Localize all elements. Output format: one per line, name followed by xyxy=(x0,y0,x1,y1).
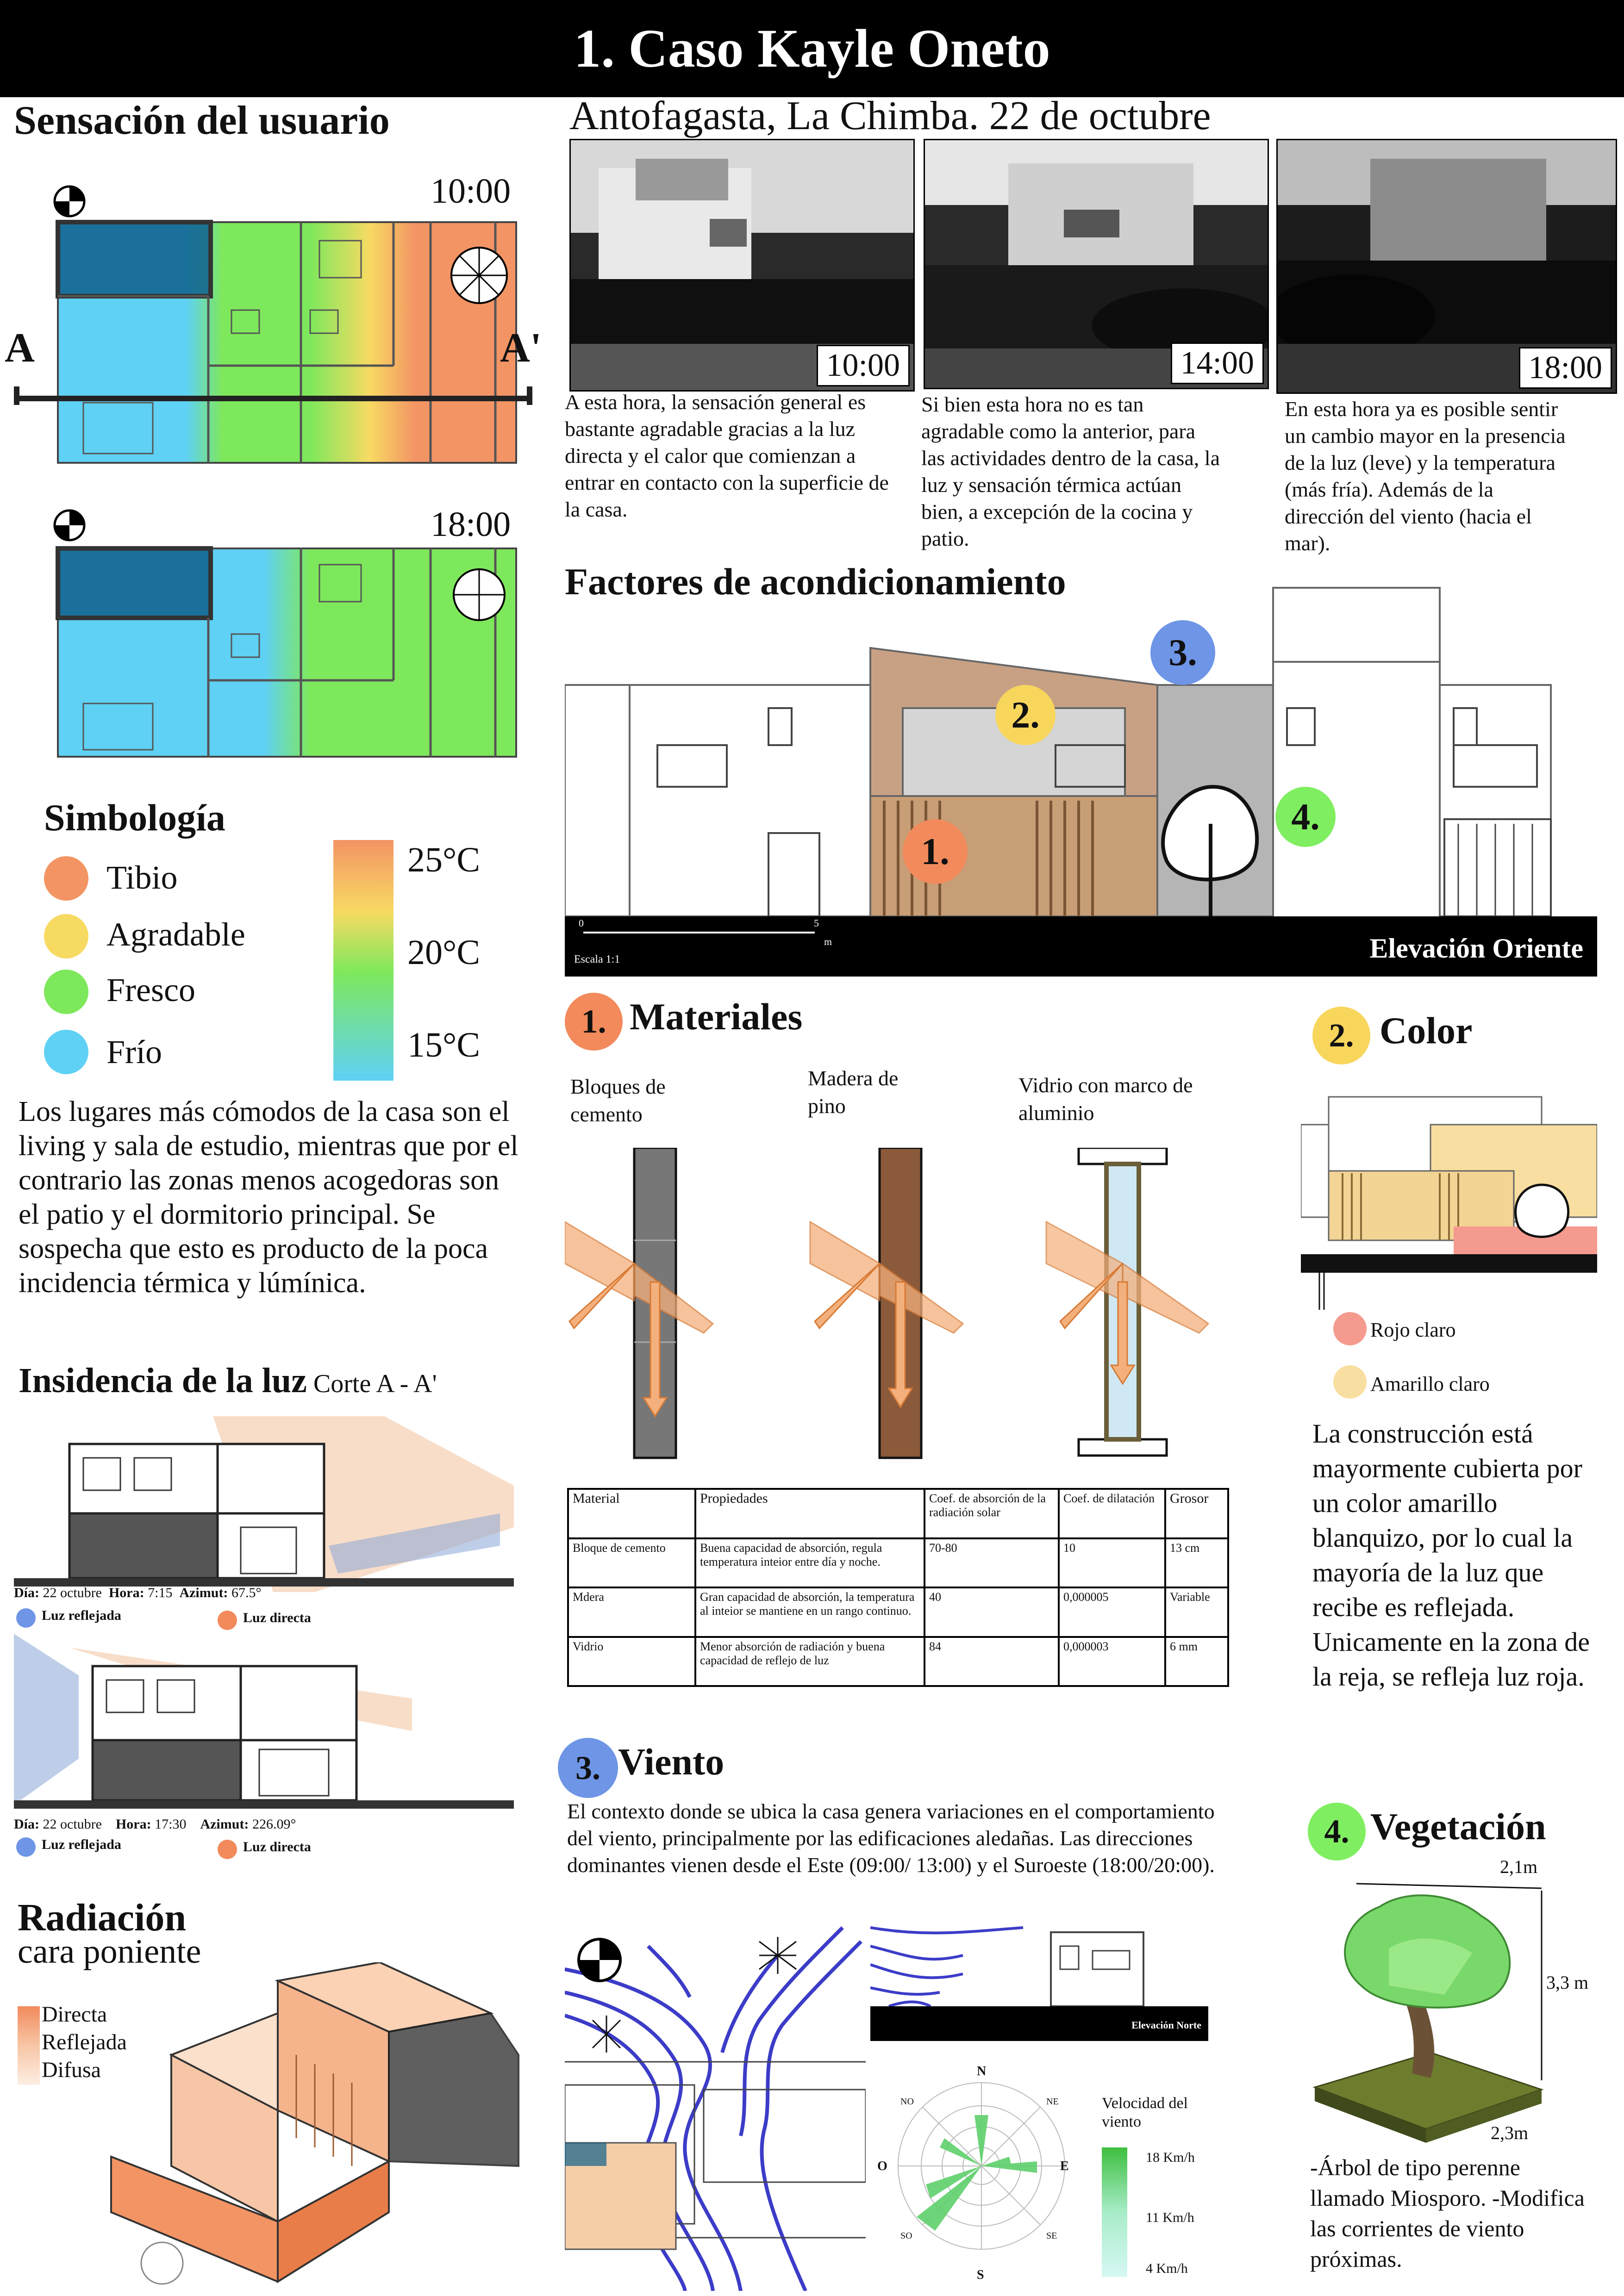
cut1-hour-label: Hora: xyxy=(108,1585,144,1600)
radiation-legend-reflected: Reflejada xyxy=(42,2030,127,2054)
direct-light-dot-2 xyxy=(218,1840,237,1859)
color-paragraph: La construcción está mayormente cubierta por un color amarillo blanquizo, por lo cual la mayoría de la luz que recibe es reflejada. Unicamente en la zona de la reja, se refleja luz roja. xyxy=(1312,1419,1590,1692)
reflected-light-dot-2 xyxy=(16,1837,36,1857)
tree-dim-width: 2,1m xyxy=(1500,1856,1538,1877)
wind-rose xyxy=(875,2064,1069,2296)
table-header-absorption: Coef. de absorción de la radiación solar xyxy=(924,1489,1059,1538)
factor-marker-3: 3. xyxy=(1150,620,1215,685)
light-cut-2-drawing xyxy=(14,1629,514,1814)
wind-elevation-norte xyxy=(870,1914,1208,2041)
factor-marker-1: 1. xyxy=(903,819,968,884)
vegetation-heading: Vegetación xyxy=(1370,1805,1546,1848)
radiation-isometric xyxy=(102,1962,528,2286)
legend-label-fresco: Fresco xyxy=(106,971,195,1008)
wind-speed-18: 18 Km/h xyxy=(1146,2150,1195,2165)
scale-label: Escala 1:1 xyxy=(574,953,620,965)
section-label-a: A xyxy=(5,325,35,371)
light-heading: Insidencia de la luz xyxy=(19,1361,307,1400)
radiation-heading: Radiación xyxy=(18,1896,187,1939)
color-number: 2. xyxy=(1312,1007,1370,1064)
photo-14 xyxy=(924,139,1269,389)
table-cell: 6 mm xyxy=(1165,1637,1228,1686)
reflected-light-label-2: Luz reflejada xyxy=(42,1837,121,1852)
photo-time-14: 14:00 xyxy=(1171,342,1264,384)
reflected-light-dot-1 xyxy=(16,1608,36,1628)
legend-dot-tibio xyxy=(44,856,88,901)
color-elevation xyxy=(1301,1088,1597,1310)
table-cell: 40 xyxy=(924,1587,1059,1637)
scale-tick-0: 0 xyxy=(579,917,584,929)
legend-dot-frio xyxy=(44,1030,88,1074)
tree-dim-base: 2,3m xyxy=(1491,2122,1529,2143)
factor-marker-4: 4. xyxy=(1275,787,1336,847)
material-label-pine: Madera de pino xyxy=(808,1066,899,1118)
table-cell: 13 cm xyxy=(1165,1538,1228,1588)
table-cell: Bloque de cemento xyxy=(568,1538,695,1588)
radiation-legend-diffuse: Difusa xyxy=(42,2058,101,2082)
color-heading: Color xyxy=(1380,1009,1473,1052)
table-cell: 10 xyxy=(1059,1538,1165,1588)
section-label-a-prime: A' xyxy=(500,325,542,371)
table-header-material: Material xyxy=(568,1489,695,1538)
table-cell: Vidrio xyxy=(568,1637,695,1686)
factor-marker-2: 2. xyxy=(995,685,1056,745)
user-sensation-heading: Sensación del usuario xyxy=(14,98,390,143)
table-header-row xyxy=(568,1489,1228,1538)
compass-e: E xyxy=(1060,2159,1069,2173)
cut2-azimuth: 226.09° xyxy=(252,1817,296,1832)
factors-heading: Factores de acondicionamiento xyxy=(565,560,1066,603)
direct-light-dot-1 xyxy=(218,1611,237,1630)
wind-speed-scale xyxy=(1102,2147,1127,2277)
legend-label-tibio: Tibio xyxy=(106,859,178,896)
light-cut-2-info xyxy=(14,1817,296,1832)
table-cell: Variable xyxy=(1165,1587,1228,1637)
compass-so: SO xyxy=(900,2231,912,2241)
legend-label-frio: Frío xyxy=(106,1033,162,1070)
photo-10 xyxy=(569,139,915,392)
compass-no: NO xyxy=(900,2097,914,2107)
table-header-thickness: Grosor xyxy=(1165,1489,1228,1538)
photo-caption-18: En esta hora ya es posible sentir un cambio mayor en la presencia de la luz (leve) y la temperatura (más fría). Además de la dirección del viento (hacia el mar). xyxy=(1285,397,1566,555)
elevation-oriente xyxy=(565,583,1597,977)
photo-18 xyxy=(1276,139,1617,394)
table-cell: 84 xyxy=(924,1637,1059,1686)
elevation-oriente-drawing xyxy=(565,583,1597,977)
heat-plan-18 xyxy=(14,504,532,764)
plan-time-10: 10:00 xyxy=(431,172,511,211)
scale-tick-unit: m xyxy=(824,936,832,947)
photo-time-10: 10:00 xyxy=(817,345,910,386)
table-cell: Menor absorción de radiación y buena capacidad de reflejo de luz xyxy=(695,1637,924,1686)
table-row xyxy=(568,1637,1228,1686)
materials-diagrams-drawing xyxy=(565,1148,1227,1472)
vegetation-tree-drawing xyxy=(1305,1856,1620,2161)
wind-number: 3. xyxy=(558,1738,618,1798)
elevation-oriente-label: Elevación Oriente xyxy=(1369,933,1583,964)
photo-caption-10: A esta hora, la sensación general es bastante agradable gracias a la luz directa y el calor que comienzan a entrar en contacto con la superficie de la casa. xyxy=(565,390,889,521)
light-subheading: Corte A - A' xyxy=(313,1369,437,1398)
legend-dot-fresco xyxy=(44,970,88,1014)
vegetation-tree xyxy=(1305,1856,1620,2161)
light-cut-1-info xyxy=(14,1585,261,1601)
cut2-hour-label: Hora: xyxy=(115,1817,151,1832)
vegetation-number: 4. xyxy=(1308,1803,1366,1860)
table-header-dilation: Coef. de dilatación xyxy=(1059,1489,1165,1538)
cut1-azimuth: 67.5° xyxy=(231,1585,262,1600)
table-row xyxy=(568,1538,1228,1588)
wind-paragraph: El contexto donde se ubica la casa genera variaciones en el comportamiento del viento, principalmente por las edificaciones aledañas. Las direcciones dominantes vienen desde el Este (09:00/ 13:00) y el Suroeste (18:00/20:00). xyxy=(567,1799,1215,1877)
legend-dot-agradable xyxy=(44,914,88,958)
materials-diagrams xyxy=(565,1148,1227,1472)
radiation-subheading: cara poniente xyxy=(18,1933,201,1971)
table-cell: 70-80 xyxy=(924,1538,1059,1588)
light-cut-1-drawing xyxy=(14,1407,514,1592)
color-dot-red xyxy=(1333,1312,1367,1345)
symbology-legend xyxy=(44,856,331,1088)
page-title: 1. Caso Kayle Oneto xyxy=(0,0,1624,97)
table-cell: 0,000003 xyxy=(1059,1637,1165,1686)
material-label-concrete: Bloques de cemento xyxy=(570,1075,666,1126)
color-label-yellow: Amarillo claro xyxy=(1370,1373,1490,1395)
legend-label-agradable: Agradable xyxy=(106,916,245,953)
light-cut-2 xyxy=(14,1629,514,1814)
light-cut-1 xyxy=(14,1407,514,1592)
table-cell: Buena capacidad de absorción, regula temperatura inteior entre día y noche. xyxy=(695,1538,924,1588)
table-cell: Gran capacidad de absorción, la temperatura al inteior se mantiene en un rango continuo. xyxy=(695,1587,924,1637)
radiation-isometric-drawing xyxy=(102,1962,528,2286)
scale-tick-5: 5 xyxy=(814,917,819,929)
wind-speed-11: 11 Km/h xyxy=(1146,2210,1194,2225)
light-heading-row xyxy=(19,1361,437,1401)
wind-site-plan-drawing xyxy=(565,1914,866,2291)
cut1-hour: 7:15 xyxy=(148,1585,173,1600)
plan-time-18: 18:00 xyxy=(431,505,511,544)
compass-ne: NE xyxy=(1046,2097,1059,2107)
color-label-red: Rojo claro xyxy=(1370,1319,1456,1341)
table-row xyxy=(568,1587,1228,1637)
tree-dim-height: 3,3 m xyxy=(1546,1972,1589,1993)
cut2-day: 22 octubre xyxy=(43,1817,102,1832)
scale-label-15: 15°C xyxy=(407,1026,481,1064)
table-cell: 0,000005 xyxy=(1059,1587,1165,1637)
cut1-day: 22 octubre xyxy=(43,1585,102,1600)
compass-s: S xyxy=(977,2268,984,2282)
compass-n: N xyxy=(977,2064,987,2078)
vegetation-paragraph: -Árbol de tipo perenne llamado Miosporo. -Modifica las corrientes de viento próximas. xyxy=(1310,2154,1585,2272)
wind-elevation-label: Elevación Norte xyxy=(1131,2019,1201,2031)
location-heading: Antofagasta, La Chimba. 22 de octubre xyxy=(569,93,1211,138)
photo-caption-14: Si bien esta hora no es tan agradable como la anterior, para las actividades dentro de la casa, la luz y sensación térmica actúan bien, a excepción de la cocina y patio. xyxy=(921,392,1220,550)
wind-speed-title: Velocidad del viento xyxy=(1102,2095,1188,2130)
temperature-scale xyxy=(333,840,394,1081)
cut1-azimuth-label: Azimut: xyxy=(179,1585,228,1600)
reflected-light-label-1: Luz reflejada xyxy=(42,1608,121,1623)
compass-o: O xyxy=(877,2159,887,2173)
table-header-properties: Propiedades xyxy=(695,1489,924,1538)
table-cell: Mdera xyxy=(568,1587,695,1637)
heat-plan-10 xyxy=(5,171,542,467)
scale-label-20: 20°C xyxy=(407,933,481,972)
compass-se: SE xyxy=(1046,2231,1057,2241)
direct-light-label-1: Luz directa xyxy=(243,1610,311,1625)
cut2-day-label: Día: xyxy=(14,1817,39,1832)
materials-heading: Materiales xyxy=(630,996,803,1038)
materials-properties-table xyxy=(567,1488,1229,1687)
symbology-paragraph: Los lugares más cómodos de la casa son el living y sala de estudio, mientras que por el contrario las zonas menos acogedoras son el patio y el dormitorio principal. Se sospecha que esto es producto de la poca incidencia térmica y lúmínica. xyxy=(19,1096,518,1299)
scale-label-25: 25°C xyxy=(407,840,481,879)
radiation-legend-direct: Directa xyxy=(42,2002,107,2027)
wind-site-plan xyxy=(565,1914,866,2291)
color-dot-yellow xyxy=(1333,1365,1367,1399)
material-label-glass: Vidrio con marco de aluminio xyxy=(1018,1073,1193,1125)
direct-light-label-2: Luz directa xyxy=(243,1839,311,1854)
cut2-hour: 17:30 xyxy=(155,1817,187,1832)
cut1-day-label: Día: xyxy=(14,1585,39,1600)
radiation-scale xyxy=(18,2006,40,2085)
symbology-heading: Simbología xyxy=(44,796,225,839)
materials-table xyxy=(567,1488,1229,1687)
wind-heading: Viento xyxy=(618,1741,725,1783)
materials-number: 1. xyxy=(565,993,623,1051)
heat-plan-10-drawing xyxy=(14,171,532,467)
cut2-azimuth-label: Azimut: xyxy=(200,1817,249,1832)
color-elevation-drawing xyxy=(1301,1088,1597,1310)
photo-time-18: 18:00 xyxy=(1519,347,1612,389)
wind-speed-4: 4 Km/h xyxy=(1146,2261,1188,2276)
